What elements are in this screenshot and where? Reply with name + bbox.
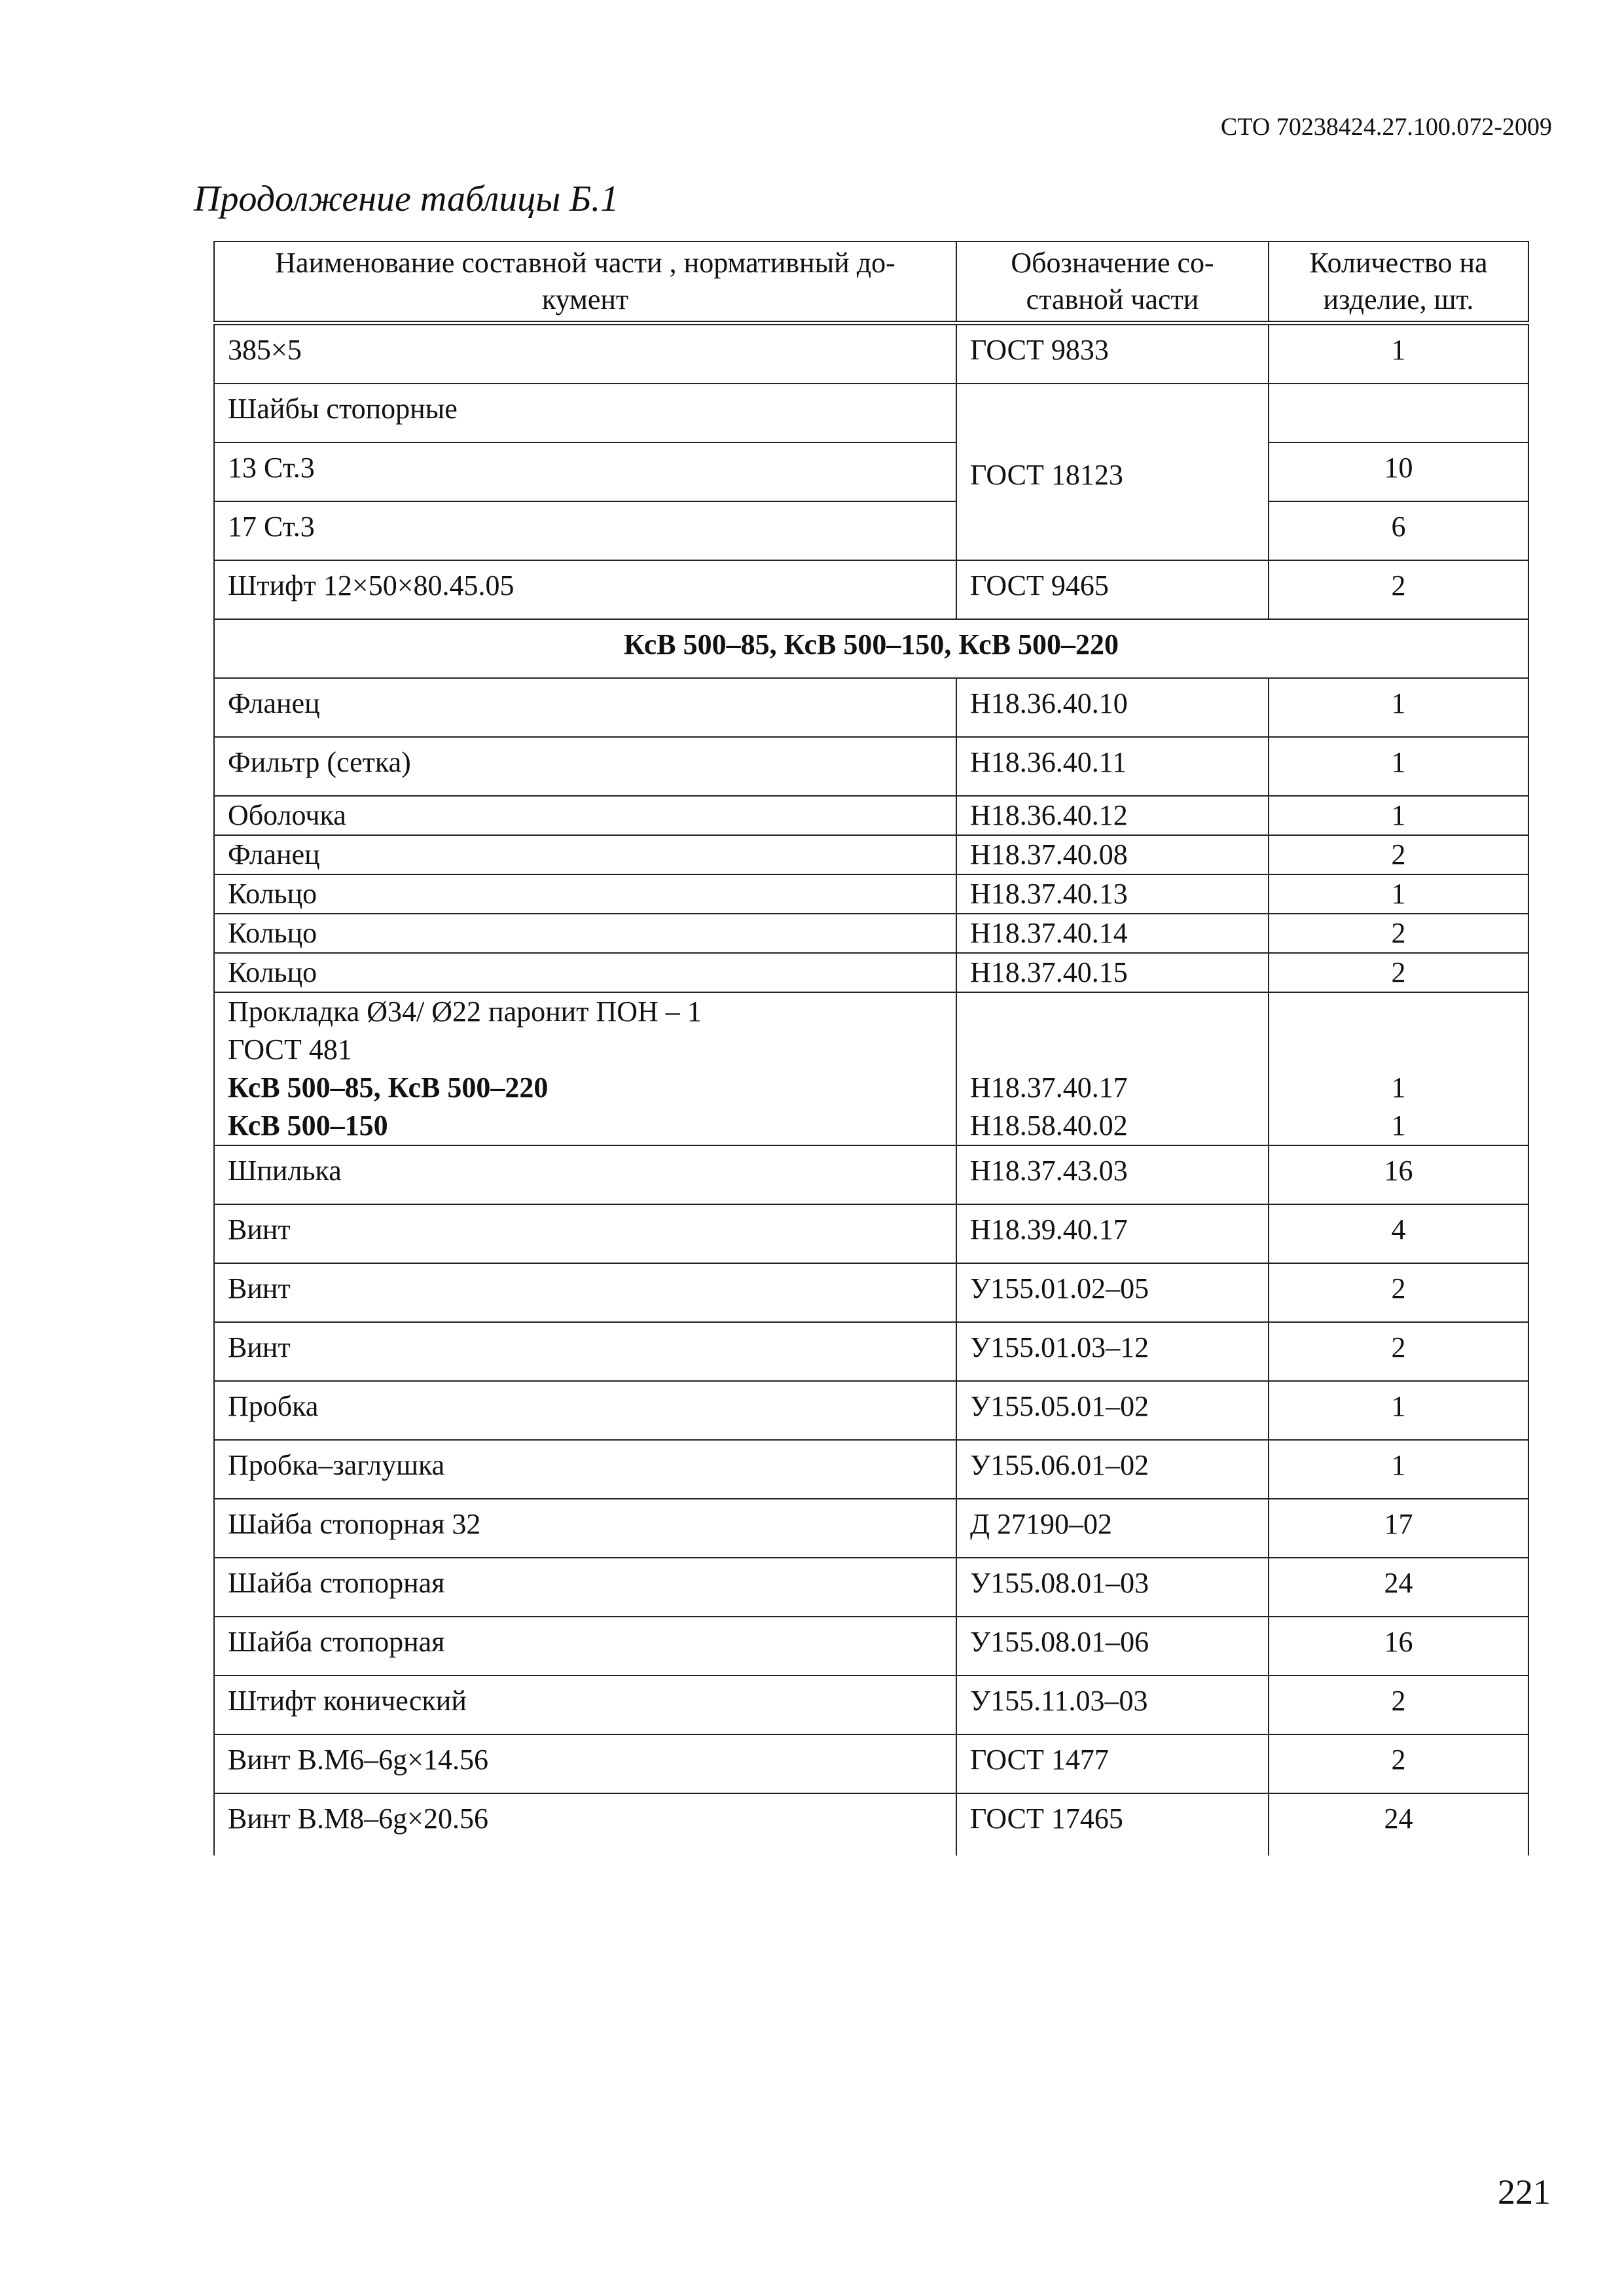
cell-designation: Н18.37.40.08	[956, 835, 1269, 874]
table-row	[214, 835, 1528, 874]
gasket-description: Прокладка Ø34/ Ø22 паронит ПОН – 1	[228, 996, 702, 1028]
cell-designation: У155.08.01–06	[956, 1617, 1269, 1676]
header-line: ставной части	[1026, 283, 1199, 315]
cell-quantity: 24	[1269, 1793, 1528, 1856]
cell-quantity: 1	[1269, 874, 1528, 914]
cell-designation: Н18.36.40.10	[956, 678, 1269, 737]
gasket-variant-1: КсВ 500–85, КсВ 500–220	[228, 1071, 549, 1103]
cell-name: Шайба стопорная	[214, 1617, 956, 1676]
cell-name: Винт	[214, 1204, 956, 1263]
cell-name: Кольцо	[214, 874, 956, 914]
table-row	[214, 914, 1528, 953]
table-section-row	[214, 619, 1528, 678]
cell-name: Кольцо	[214, 914, 956, 953]
cell-designation: У155.11.03–03	[956, 1676, 1269, 1734]
cell-quantity: 1	[1269, 1381, 1528, 1440]
header-designation	[956, 242, 1269, 323]
cell-name: Фильтр (сетка)	[214, 737, 956, 796]
cell-name: Оболочка	[214, 796, 956, 835]
cell-quantity: 6	[1269, 501, 1528, 560]
table-row	[214, 874, 1528, 914]
cell-quantity	[1269, 992, 1528, 1145]
cell-quantity: 16	[1269, 1617, 1528, 1676]
cell-quantity: 17	[1269, 1499, 1528, 1558]
table-row	[214, 384, 1528, 442]
table-row	[214, 1381, 1528, 1440]
cell-designation: Н18.39.40.17	[956, 1204, 1269, 1263]
table-row	[214, 1145, 1528, 1204]
table-row	[214, 1558, 1528, 1617]
cell-name: Шпилька	[214, 1145, 956, 1204]
cell-designation: Н18.36.40.12	[956, 796, 1269, 835]
cell-designation: ГОСТ 9465	[956, 560, 1269, 619]
cell-quantity: 16	[1269, 1145, 1528, 1204]
cell-quantity	[1269, 384, 1528, 442]
cell-quantity: 2	[1269, 953, 1528, 992]
cell-quantity: 2	[1269, 1676, 1528, 1734]
gasket-qty-1: 1	[1391, 1071, 1406, 1103]
table-row	[214, 1676, 1528, 1734]
table-row	[214, 796, 1528, 835]
header-line: Наименование составной части , нормативный до-	[275, 247, 895, 279]
table-row	[214, 323, 1528, 384]
cell-designation: ГОСТ 9833	[956, 323, 1269, 384]
cell-name: Штифт конический	[214, 1676, 956, 1734]
table-row	[214, 501, 1528, 560]
header-line: кумент	[541, 283, 629, 315]
cell-designation: Н18.37.43.03	[956, 1145, 1269, 1204]
cell-name: Винт В.М6–6g×14.56	[214, 1734, 956, 1793]
table-row	[214, 1263, 1528, 1322]
gasket-variant-2: КсВ 500–150	[228, 1109, 388, 1141]
cell-quantity: 2	[1269, 835, 1528, 874]
header-quantity	[1269, 242, 1528, 323]
table-row	[214, 442, 1528, 501]
cell-quantity: 1	[1269, 737, 1528, 796]
cell-designation: У155.06.01–02	[956, 1440, 1269, 1499]
cell-designation: Д 27190–02	[956, 1499, 1269, 1558]
table-row	[214, 737, 1528, 796]
table-header-row	[214, 242, 1528, 323]
header-name	[214, 242, 956, 323]
cell-name: Шайба стопорная	[214, 1558, 956, 1617]
table-row	[214, 1322, 1528, 1381]
cell-quantity: 24	[1269, 1558, 1528, 1617]
gasket-qty-2: 1	[1391, 1109, 1406, 1141]
table-row	[214, 1499, 1528, 1558]
cell-name: Штифт 12×50×80.45.05	[214, 560, 956, 619]
cell-name: Кольцо	[214, 953, 956, 992]
cell-name	[214, 992, 956, 1145]
cell-quantity: 10	[1269, 442, 1528, 501]
table-row	[214, 953, 1528, 992]
cell-designation: Н18.37.40.15	[956, 953, 1269, 992]
cell-name: Шайба стопорная 32	[214, 1499, 956, 1558]
table-row	[214, 560, 1528, 619]
table-row	[214, 1734, 1528, 1793]
cell-quantity: 4	[1269, 1204, 1528, 1263]
cell-designation-merged: ГОСТ 18123	[956, 384, 1269, 560]
cell-quantity: 1	[1269, 678, 1528, 737]
cell-quantity: 1	[1269, 323, 1528, 384]
table-row	[214, 1440, 1528, 1499]
table-continuation-title: Продолжение таблицы Б.1	[194, 179, 619, 219]
cell-quantity: 1	[1269, 796, 1528, 835]
cell-name: Шайбы стопорные	[214, 384, 956, 442]
cell-quantity: 2	[1269, 1322, 1528, 1381]
gasket-standard: ГОСТ 481	[228, 1033, 352, 1066]
cell-name: Пробка	[214, 1381, 956, 1440]
cell-name: 17 Ст.3	[214, 501, 956, 560]
page-number: 221	[1498, 2172, 1551, 2212]
cell-name: 13 Ст.3	[214, 442, 956, 501]
cell-designation: У155.08.01–03	[956, 1558, 1269, 1617]
gasket-code-2: Н18.58.40.02	[970, 1109, 1128, 1141]
table-row	[214, 1617, 1528, 1676]
components-table	[213, 241, 1529, 1856]
cell-name: Фланец	[214, 835, 956, 874]
document-code: СТО 70238424.27.100.072-2009	[1220, 113, 1552, 141]
cell-designation: У155.01.02–05	[956, 1263, 1269, 1322]
table-row	[214, 1793, 1528, 1856]
cell-name: 385×5	[214, 323, 956, 384]
cell-quantity: 2	[1269, 914, 1528, 953]
cell-name: Пробка–заглушка	[214, 1440, 956, 1499]
cell-designation	[956, 992, 1269, 1145]
cell-name: Фланец	[214, 678, 956, 737]
cell-designation: Н18.37.40.13	[956, 874, 1269, 914]
cell-designation: ГОСТ 1477	[956, 1734, 1269, 1793]
header-line: Обозначение со-	[1011, 247, 1214, 279]
table-row-gasket	[214, 992, 1528, 1145]
cell-name: Винт	[214, 1322, 956, 1381]
cell-quantity: 2	[1269, 1263, 1528, 1322]
cell-quantity: 2	[1269, 1734, 1528, 1793]
cell-designation: У155.01.03–12	[956, 1322, 1269, 1381]
gasket-code-1: Н18.37.40.17	[970, 1071, 1128, 1103]
section-title: КсВ 500–85, КсВ 500–150, КсВ 500–220	[214, 619, 1528, 678]
header-line: Количество на	[1309, 247, 1488, 279]
cell-name: Винт	[214, 1263, 956, 1322]
cell-designation: ГОСТ 17465	[956, 1793, 1269, 1856]
cell-name: Винт В.М8–6g×20.56	[214, 1793, 956, 1856]
cell-designation: Н18.37.40.14	[956, 914, 1269, 953]
header-line: изделие, шт.	[1323, 283, 1474, 315]
cell-designation: У155.05.01–02	[956, 1381, 1269, 1440]
table-row	[214, 1204, 1528, 1263]
cell-designation: Н18.36.40.11	[956, 737, 1269, 796]
cell-quantity: 2	[1269, 560, 1528, 619]
cell-quantity: 1	[1269, 1440, 1528, 1499]
table-row	[214, 678, 1528, 737]
